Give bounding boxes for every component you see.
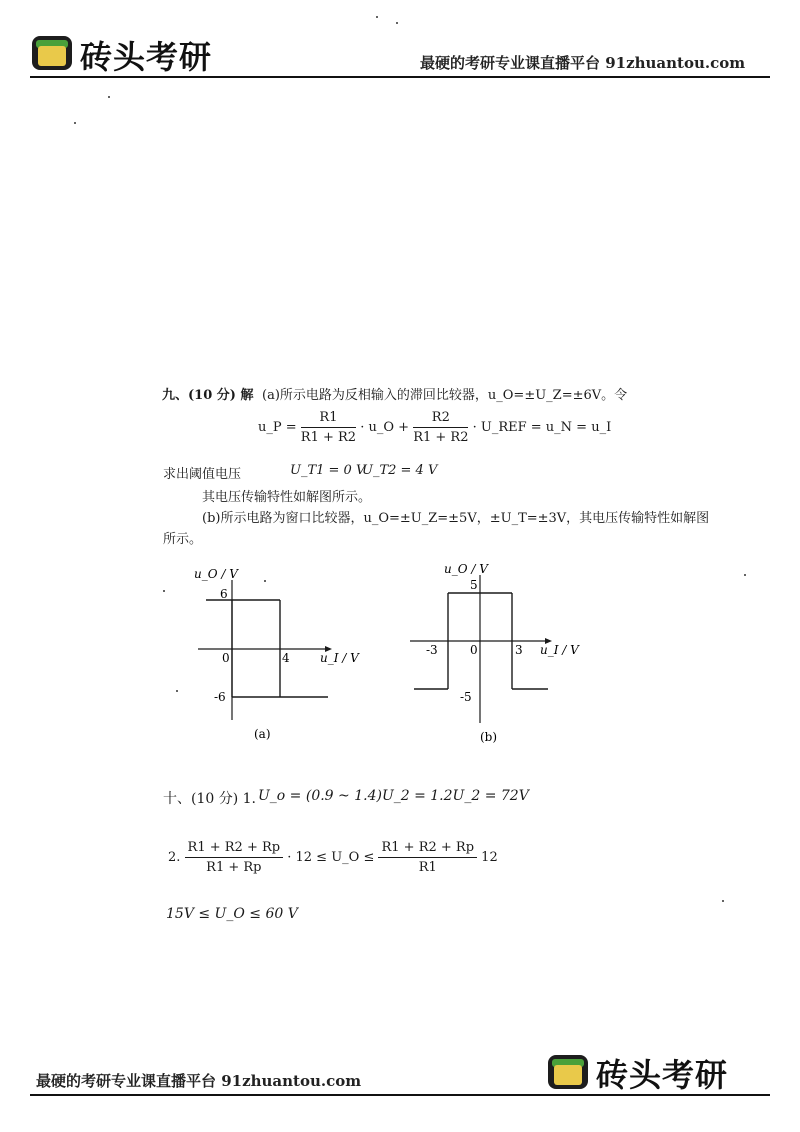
formula-mid: · u_O + <box>360 420 410 435</box>
figure-a-tick-x-right: 4 <box>282 651 290 665</box>
threshold-label: 求出阈值电压 <box>163 467 242 482</box>
footer-logo-icon <box>548 1055 588 1089</box>
fraction-2-denominator: R1 + R2 <box>413 430 469 445</box>
figure-b-transfer-characteristic <box>400 555 600 750</box>
figure-b-y-label: u_O / V <box>444 562 488 576</box>
inequality-mid: · 12 ≤ U_O ≤ <box>287 850 375 865</box>
q9-line-b: (b)所示电路为窗口比较器，u_O=±U_Z=±5V，±U_T=±3V，其电压传输特性如解图 <box>202 511 710 526</box>
threshold-ut1: U_T1 = 0 V <box>290 463 366 478</box>
fraction-b <box>378 840 477 875</box>
footer-slogan: 最硬的考研专业课直播平台 91zhuantou.com <box>36 1072 362 1090</box>
scan-speck <box>376 16 378 18</box>
formula-tail: · U_REF = u_N = u_I <box>472 420 612 435</box>
figure-b-tick-y-bottom: -5 <box>460 690 472 704</box>
header-slogan: 最硬的考研专业课直播平台 91zhuantou.com <box>420 54 746 72</box>
fraction-1 <box>301 410 356 445</box>
q9-result-a: 其电压传输特性如解图所示。 <box>202 490 372 505</box>
fraction-a-numerator: R1 + R2 + Rp <box>185 840 284 858</box>
header-divider <box>30 76 770 78</box>
q9-heading: 九、(10 分) 解 <box>162 388 254 403</box>
footer-logo-text: 砖头考研 <box>596 1056 729 1094</box>
figure-a-caption: (a) <box>254 727 271 741</box>
figure-a-tick-y-top: 6 <box>220 587 228 601</box>
fraction-b-denominator: R1 <box>418 860 437 875</box>
fraction-1-numerator: R1 <box>301 410 356 428</box>
figure-a-x-label: u_I / V <box>320 651 359 665</box>
q9-line-b-cont: 所示。 <box>163 532 203 547</box>
footer-divider <box>30 1094 770 1096</box>
figure-a-transfer-characteristic <box>160 560 360 750</box>
figure-a-y-label: u_O / V <box>194 567 238 581</box>
fraction-2 <box>413 410 468 445</box>
scan-speck <box>744 574 746 576</box>
q10-eq1: U_o = (0.9 ~ 1.4)U_2 = 1.2U_2 = 72V <box>258 788 529 804</box>
fraction-b-numerator: R1 + R2 + Rp <box>378 840 477 858</box>
q10-heading: 十、(10 分) 1. <box>163 791 256 807</box>
scan-speck <box>722 900 724 902</box>
fraction-a <box>185 840 284 875</box>
scan-speck <box>396 22 398 24</box>
q9-line1: (a)所示电路为反相输入的滞回比较器，u_O=±U_Z=±6V。令 <box>262 388 628 403</box>
figure-a-tick-origin: 0 <box>222 651 230 665</box>
formula-lhs: u_P = <box>258 420 297 435</box>
threshold-ut2: U_T2 = 4 V <box>362 463 438 478</box>
scan-speck <box>74 122 76 124</box>
inequality-tail: 12 <box>481 850 498 865</box>
figure-b-tick-origin: 0 <box>470 643 478 657</box>
figure-b-x-label: u_I / V <box>540 643 579 657</box>
fraction-2-numerator: R2 <box>413 410 468 428</box>
scan-speck <box>108 96 110 98</box>
q9-formula <box>258 410 611 445</box>
figure-b-tick-x-right: 3 <box>515 643 523 657</box>
fraction-a-denominator: R1 + Rp <box>206 860 262 875</box>
fraction-1-denominator: R1 + R2 <box>300 430 357 445</box>
figure-b-tick-x-left: -3 <box>426 643 438 657</box>
q10-result: 15V ≤ U_O ≤ 60 V <box>166 906 298 922</box>
figure-b-caption: (b) <box>480 730 498 744</box>
figure-a-tick-y-bottom: -6 <box>214 690 226 704</box>
brand-logo-icon <box>32 36 72 70</box>
item-number: 2. <box>168 850 181 865</box>
q10-inequality <box>168 840 498 875</box>
figure-b-tick-y-top: 5 <box>470 578 478 592</box>
brand-logo-text: 砖头考研 <box>80 38 213 76</box>
